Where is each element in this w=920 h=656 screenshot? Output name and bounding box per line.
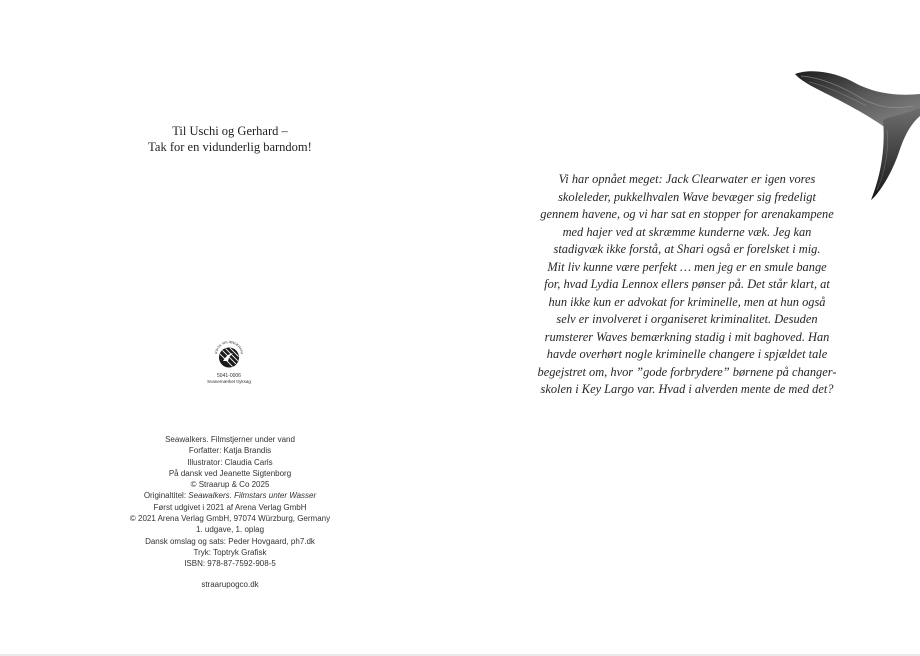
ecolabel-ring-text: RDISK MILJØMÆRKNI bbox=[214, 339, 244, 355]
blurb-line: stadigvæk ikke forstå, at Shari også er forelsket i mig. bbox=[553, 242, 821, 256]
original-title: Seawalkers. Filmstars unter Wasser bbox=[188, 491, 317, 501]
colophon-line: Tryk: Toptryk Grafisk bbox=[193, 547, 267, 557]
dedication-line: Tak for en vidunderlig barndom! bbox=[148, 140, 312, 154]
ecolabel-subtitle: Svanemærket tryksag bbox=[207, 379, 251, 384]
nordic-swan-ecolabel bbox=[200, 338, 258, 384]
blurb-line: rumsterer Waves bemærkning stadig i mit baghoved. Han bbox=[544, 329, 830, 344]
dedication-line: Til Uschi og Gerhard – bbox=[172, 124, 288, 138]
swan-label-icon bbox=[212, 338, 246, 372]
isbn: ISBN: 978-87-7592-908-5 bbox=[184, 559, 276, 569]
colophon-line: 1. udgave, 1. oplag bbox=[195, 525, 265, 535]
ecolabel-code: 5041-0006 bbox=[217, 373, 241, 379]
blurb-line: med hajer ved at skræmme kunderne væk. Jeg kan bbox=[562, 224, 812, 239]
right-page bbox=[460, 0, 920, 656]
colophon-line: Forfatter: Katja Brandis bbox=[188, 446, 272, 456]
blurb-line: for, hvad Lydia Lennox ellers pønser på. Det står klart, at bbox=[544, 277, 830, 291]
blurb-line: skolen i Key Largo var. Hvad i alverden mente de med det? bbox=[540, 382, 834, 396]
colophon-line: Først udgivet i 2021 af Arena Verlag GmbH bbox=[153, 502, 307, 512]
colophon-line: Dansk omslag og sats: Peder Hovgaard, ph7.dk bbox=[145, 536, 315, 546]
blurb-line: skoleleder, pukkelhvalen Wave bevæger sig fredeligt bbox=[558, 189, 816, 204]
blurb-line: Mit liv kunne være perfekt … men jeg er en smule bange bbox=[547, 259, 827, 274]
blurb-line: selv er involveret i organiseret kriminalitet. Desuden bbox=[556, 312, 818, 326]
original-title-label: Originaltitel: bbox=[143, 491, 189, 501]
blurb-line: gennem havene, og vi har sat en stopper for arenakampene bbox=[540, 207, 834, 221]
dedication bbox=[60, 123, 400, 155]
colophon-line: © 2021 Arena Verlag GmbH, 97074 Würzburg, Germany bbox=[129, 514, 331, 524]
colophon bbox=[80, 434, 380, 590]
original-title-line bbox=[80, 490, 380, 501]
colophon-line: På dansk ved Jeanette Sigtenborg bbox=[168, 468, 292, 478]
blurb-line: havde overhørt nogle kriminelle changere i spjældet tale bbox=[546, 347, 828, 361]
blurb-line: hun ikke kun er advokat for kriminelle, men at hun også bbox=[548, 294, 826, 309]
blurb-line: Vi har opnået meget: Jack Clearwater er igen vores bbox=[558, 172, 816, 186]
back-cover-blurb bbox=[530, 171, 844, 399]
colophon-line: Illustrator: Claudia Carls bbox=[187, 457, 273, 467]
publisher-website: straarupogco.dk bbox=[201, 579, 259, 589]
blurb-line: begejstret om, hvor ”gode forbrydere” børnene på changer- bbox=[537, 364, 837, 379]
colophon-line: © Straarup & Co 2025 bbox=[190, 480, 270, 490]
colophon-line: Seawalkers. Filmstjerner under vand bbox=[165, 435, 295, 444]
